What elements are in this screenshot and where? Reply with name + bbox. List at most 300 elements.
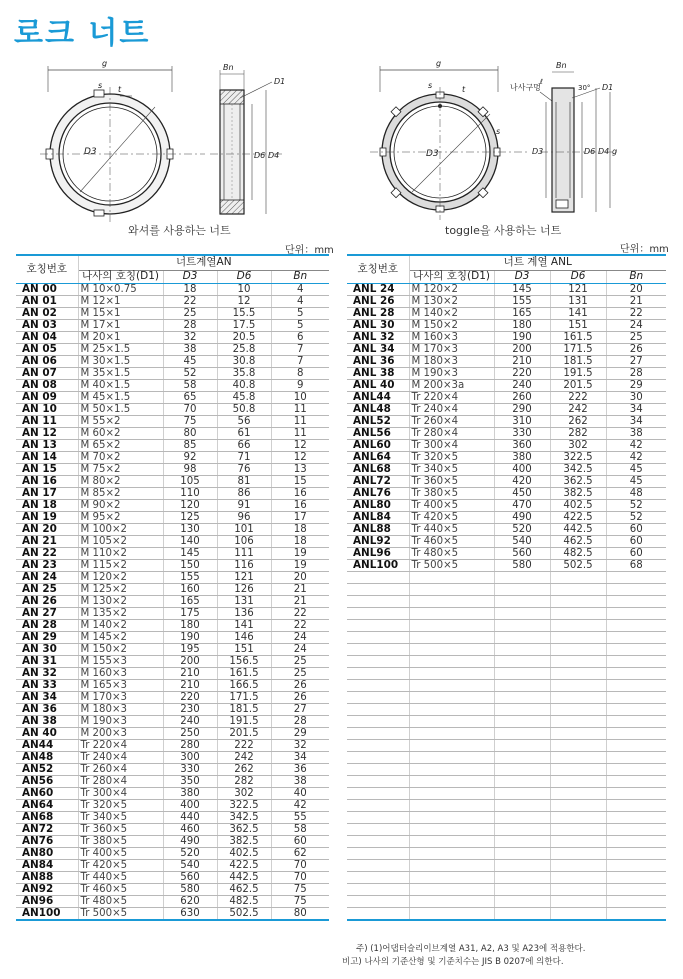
cell-code: AN 16 <box>16 475 78 487</box>
table-row <box>16 331 329 343</box>
label-d3: D3 <box>84 147 97 157</box>
table-row <box>16 451 329 463</box>
cell-d6: 442.5 <box>550 523 606 535</box>
cell-code: ANL 40 <box>347 379 409 391</box>
table-row <box>16 355 329 367</box>
cell-d6: 121 <box>550 283 606 295</box>
table-row <box>16 379 329 391</box>
cell-d3: 120 <box>163 499 217 511</box>
cell-code: AN 10 <box>16 403 78 415</box>
cell-d6: 111 <box>217 547 271 559</box>
cell-thread: M 120×2 <box>409 283 494 295</box>
cell-bn: 52 <box>606 499 666 511</box>
cell-d3: 360 <box>494 439 550 451</box>
cell-d3: 260 <box>494 391 550 403</box>
cell-d3: 160 <box>163 583 217 595</box>
cell-thread: M 60×2 <box>78 427 163 439</box>
cell-thread: Tr 460×5 <box>78 883 163 895</box>
cell-d3: 230 <box>163 703 217 715</box>
note-2: 비고) 나사의 기준산형 및 기준치수는 JIS B 0207에 의한다. <box>342 957 564 967</box>
cell-d6: 86 <box>217 487 271 499</box>
cell-bn: 16 <box>271 499 329 511</box>
cell-bn: 8 <box>271 367 329 379</box>
cell-bn: 19 <box>271 547 329 559</box>
table-row <box>347 367 666 379</box>
table-row <box>347 475 666 487</box>
cell-thread: M 115×2 <box>78 559 163 571</box>
cell-d3: 200 <box>163 655 217 667</box>
cell-d6: 10 <box>217 283 271 295</box>
cell-code: AN 19 <box>16 511 78 523</box>
cell-d3: 38 <box>163 343 217 355</box>
empty-row <box>347 571 666 583</box>
cell-code: AN 21 <box>16 535 78 547</box>
cell-thread: M 135×2 <box>78 607 163 619</box>
cell-bn: 21 <box>606 295 666 307</box>
table-row <box>347 523 666 535</box>
cell-code: AN 32 <box>16 667 78 679</box>
cell-thread: M 170×3 <box>78 691 163 703</box>
cell-thread: Tr 400×5 <box>78 847 163 859</box>
cell-d6: 76 <box>217 463 271 475</box>
table-row <box>347 391 666 403</box>
cell-code: AN80 <box>16 847 78 859</box>
note-1: 주) (1)어댑터슬리이브계열 A31, A2, A3 및 A23에 적용한다. <box>356 944 586 954</box>
cell-bn: 13 <box>271 463 329 475</box>
cell-thread: Tr 460×5 <box>409 535 494 547</box>
cell-bn: 52 <box>606 511 666 523</box>
cell-d6: 302 <box>550 439 606 451</box>
cell-d6: 71 <box>217 451 271 463</box>
cell-bn: 30 <box>606 391 666 403</box>
cell-bn: 7 <box>271 355 329 367</box>
cell-d6: 136 <box>217 607 271 619</box>
cell-d3: 165 <box>494 307 550 319</box>
cell-d3: 400 <box>163 799 217 811</box>
table-row <box>16 739 329 751</box>
cell-bn: 38 <box>271 775 329 787</box>
cell-d6: 141 <box>217 619 271 631</box>
cell-thread: M 150×2 <box>409 319 494 331</box>
table-row <box>16 439 329 451</box>
table-row <box>16 907 329 920</box>
cell-d6: 151 <box>217 643 271 655</box>
cell-bn: 5 <box>271 307 329 319</box>
label-s: s <box>98 81 103 90</box>
cell-bn: 32 <box>271 739 329 751</box>
cell-thread: M 150×2 <box>78 643 163 655</box>
table-row <box>16 415 329 427</box>
cell-thread: Tr 320×5 <box>409 451 494 463</box>
empty-row <box>347 811 666 823</box>
col-code: 호칭번호 <box>16 255 78 283</box>
cell-code: AN 13 <box>16 439 78 451</box>
cell-d3: 420 <box>494 475 550 487</box>
cell-code: AN48 <box>16 751 78 763</box>
cell-code: AN 18 <box>16 499 78 511</box>
label-t: t <box>118 85 122 94</box>
cell-d6: 191.5 <box>217 715 271 727</box>
cell-code: ANL100 <box>347 559 409 571</box>
cell-thread: Tr 420×5 <box>409 511 494 523</box>
cell-d3: 210 <box>163 679 217 691</box>
cell-thread: M 50×1.5 <box>78 403 163 415</box>
cell-d6: 422.5 <box>550 511 606 523</box>
cell-code: ANL44 <box>347 391 409 403</box>
cell-code: ANL 26 <box>347 295 409 307</box>
label-l: ℓ <box>540 78 543 86</box>
cell-d3: 380 <box>163 787 217 799</box>
cell-d6: 81 <box>217 475 271 487</box>
cell-d6: 15.5 <box>217 307 271 319</box>
cell-code: AN84 <box>16 859 78 871</box>
col-d6: D6 <box>217 270 271 283</box>
col-d6: D6 <box>550 270 606 283</box>
cell-thread: M 190×3 <box>78 715 163 727</box>
cell-bn: 24 <box>271 631 329 643</box>
table-row <box>347 331 666 343</box>
page-title: 로크 너트 <box>14 16 151 51</box>
cell-bn: 25 <box>271 655 329 667</box>
cell-d6: 45.8 <box>217 391 271 403</box>
cell-bn: 21 <box>271 583 329 595</box>
cell-thread: M 15×1 <box>78 307 163 319</box>
table-row <box>16 799 329 811</box>
cell-thread: M 80×2 <box>78 475 163 487</box>
cell-thread: Tr 240×4 <box>78 751 163 763</box>
cell-bn: 22 <box>271 619 329 631</box>
cell-code: AN 22 <box>16 547 78 559</box>
cell-thread: M 35×1.5 <box>78 367 163 379</box>
cell-thread: M 40×1.5 <box>78 379 163 391</box>
cell-d6: 156.5 <box>217 655 271 667</box>
cell-code: AN 12 <box>16 427 78 439</box>
cell-d3: 400 <box>494 463 550 475</box>
cell-thread: M 10×0.75 <box>78 283 163 295</box>
cell-code: ANL 28 <box>347 307 409 319</box>
cell-d3: 145 <box>494 283 550 295</box>
cell-bn: 25 <box>606 331 666 343</box>
cell-d6: 442.5 <box>217 871 271 883</box>
cell-bn: 34 <box>606 403 666 415</box>
cell-d3: 220 <box>494 367 550 379</box>
cell-code: AN 20 <box>16 523 78 535</box>
cell-thread: Tr 300×4 <box>78 787 163 799</box>
cell-bn: 70 <box>271 871 329 883</box>
cell-d6: 131 <box>550 295 606 307</box>
table-row <box>347 343 666 355</box>
cell-thread: M 165×3 <box>78 679 163 691</box>
table-row <box>16 403 329 415</box>
cell-d6: 362.5 <box>217 823 271 835</box>
cell-d3: 220 <box>163 691 217 703</box>
cell-d3: 210 <box>163 667 217 679</box>
cell-thread: M 120×2 <box>78 571 163 583</box>
cell-code: AN 31 <box>16 655 78 667</box>
cell-thread: Tr 420×5 <box>78 859 163 871</box>
cell-code: ANL56 <box>347 427 409 439</box>
table-row <box>347 403 666 415</box>
table-row <box>347 283 666 295</box>
cell-d6: 12 <box>217 295 271 307</box>
cell-thread: Tr 240×4 <box>409 403 494 415</box>
lock-nut-toggle-diagram <box>350 52 670 222</box>
cell-thread: M 20×1 <box>78 331 163 343</box>
cell-code: AN 08 <box>16 379 78 391</box>
table-row <box>16 811 329 823</box>
table-row <box>16 883 329 895</box>
empty-row <box>347 679 666 691</box>
table-row <box>16 631 329 643</box>
cell-d6: 342.5 <box>217 811 271 823</box>
table-row <box>16 595 329 607</box>
empty-row <box>347 619 666 631</box>
table-row <box>347 499 666 511</box>
cell-thread: M 90×2 <box>78 499 163 511</box>
table-row <box>16 535 329 547</box>
cell-d3: 98 <box>163 463 217 475</box>
cell-bn: 18 <box>271 523 329 535</box>
cell-bn: 15 <box>271 475 329 487</box>
cell-thread: Tr 220×4 <box>78 739 163 751</box>
table-row <box>347 415 666 427</box>
cell-bn: 27 <box>606 355 666 367</box>
cell-thread: M 180×3 <box>78 703 163 715</box>
cell-bn: 27 <box>271 703 329 715</box>
cell-d6: 201.5 <box>217 727 271 739</box>
cell-code: AN60 <box>16 787 78 799</box>
cell-d6: 56 <box>217 415 271 427</box>
cell-bn: 60 <box>606 523 666 535</box>
cell-thread: Tr 360×5 <box>78 823 163 835</box>
cell-code: ANL 38 <box>347 367 409 379</box>
table-row <box>16 391 329 403</box>
cell-code: ANL 24 <box>347 283 409 295</box>
empty-row <box>347 715 666 727</box>
cell-bn: 58 <box>271 823 329 835</box>
cell-bn: 19 <box>271 559 329 571</box>
cell-thread: M 145×2 <box>78 631 163 643</box>
cell-d3: 200 <box>494 343 550 355</box>
table-row <box>16 367 329 379</box>
cell-code: ANL80 <box>347 499 409 511</box>
table-row <box>16 499 329 511</box>
cell-d6: 502.5 <box>550 559 606 571</box>
table-row <box>16 547 329 559</box>
cell-d6: 121 <box>217 571 271 583</box>
cell-d3: 175 <box>163 607 217 619</box>
table-row <box>347 535 666 547</box>
cell-code: AN88 <box>16 871 78 883</box>
cell-d3: 52 <box>163 367 217 379</box>
cell-thread: M 70×2 <box>78 451 163 463</box>
cell-bn: 26 <box>271 691 329 703</box>
cell-bn: 5 <box>271 319 329 331</box>
cell-d3: 490 <box>494 511 550 523</box>
cell-thread: M 200×3a <box>409 379 494 391</box>
unit-right: 단위：mm <box>620 244 669 255</box>
label-g-side: g <box>612 147 618 156</box>
col-code: 호칭번호 <box>347 255 409 283</box>
cell-bn: 34 <box>606 415 666 427</box>
cell-d6: 61 <box>217 427 271 439</box>
cell-code: AN56 <box>16 775 78 787</box>
cell-d6: 462.5 <box>217 883 271 895</box>
cell-bn: 20 <box>271 571 329 583</box>
cell-d3: 110 <box>163 487 217 499</box>
cell-thread: M 85×2 <box>78 487 163 499</box>
cell-bn: 70 <box>271 859 329 871</box>
cell-d3: 190 <box>494 331 550 343</box>
cell-bn: 4 <box>271 295 329 307</box>
cell-bn: 11 <box>271 427 329 439</box>
cell-bn: 60 <box>606 535 666 547</box>
label-d3-side: D3 <box>532 147 544 156</box>
cell-code: AN 05 <box>16 343 78 355</box>
cell-d3: 620 <box>163 895 217 907</box>
cell-code: AN 23 <box>16 559 78 571</box>
cell-code: AN 07 <box>16 367 78 379</box>
cell-d6: 262 <box>550 415 606 427</box>
cell-d6: 302 <box>217 787 271 799</box>
table-row <box>16 487 329 499</box>
cell-bn: 42 <box>606 439 666 451</box>
cell-code: AN 36 <box>16 703 78 715</box>
cell-d3: 240 <box>494 379 550 391</box>
cell-d3: 560 <box>163 871 217 883</box>
label-s2: s <box>496 127 501 136</box>
cell-bn: 4 <box>271 283 329 295</box>
cell-d3: 58 <box>163 379 217 391</box>
empty-row <box>347 763 666 775</box>
cell-code: AN44 <box>16 739 78 751</box>
table-row <box>347 355 666 367</box>
cell-d6: 322.5 <box>217 799 271 811</box>
cell-d6: 402.5 <box>217 847 271 859</box>
cell-code: AN 30 <box>16 643 78 655</box>
table-row <box>347 295 666 307</box>
cell-bn: 60 <box>606 547 666 559</box>
empty-row <box>347 727 666 739</box>
cell-thread: Tr 360×5 <box>409 475 494 487</box>
cell-thread: Tr 500×5 <box>78 907 163 920</box>
cell-code: AN100 <box>16 907 78 920</box>
table-row <box>16 763 329 775</box>
table-row <box>16 343 329 355</box>
table-row <box>16 559 329 571</box>
cell-code: AN 02 <box>16 307 78 319</box>
cell-d6: 482.5 <box>550 547 606 559</box>
cell-thread: Tr 440×5 <box>409 523 494 535</box>
table-row <box>347 487 666 499</box>
table-row <box>347 463 666 475</box>
cell-bn: 75 <box>271 895 329 907</box>
cell-d6: 171.5 <box>550 343 606 355</box>
cell-bn: 28 <box>606 367 666 379</box>
cell-d6: 35.8 <box>217 367 271 379</box>
cell-d6: 181.5 <box>217 703 271 715</box>
cell-code: AN72 <box>16 823 78 835</box>
cell-d3: 92 <box>163 451 217 463</box>
table-row <box>16 859 329 871</box>
table-row <box>16 679 329 691</box>
cell-code: AN 40 <box>16 727 78 739</box>
cell-code: AN68 <box>16 811 78 823</box>
table-row <box>16 583 329 595</box>
cell-d3: 18 <box>163 283 217 295</box>
cell-d3: 630 <box>163 907 217 920</box>
empty-row <box>347 799 666 811</box>
cell-d6: 342.5 <box>550 463 606 475</box>
cell-d3: 280 <box>163 739 217 751</box>
cell-d6: 201.5 <box>550 379 606 391</box>
cell-bn: 24 <box>271 643 329 655</box>
cell-bn: 45 <box>606 463 666 475</box>
cell-bn: 18 <box>271 535 329 547</box>
cell-thread: M 30×1.5 <box>78 355 163 367</box>
col-group: 너트 계열 ANL <box>409 255 666 270</box>
cell-bn: 75 <box>271 883 329 895</box>
notes <box>342 943 585 969</box>
cell-d3: 155 <box>494 295 550 307</box>
cell-bn: 11 <box>271 415 329 427</box>
table-row <box>16 895 329 907</box>
cell-d6: 146 <box>217 631 271 643</box>
table-row <box>16 571 329 583</box>
col-d3: D3 <box>163 270 217 283</box>
cell-bn: 6 <box>271 331 329 343</box>
cell-thread: M 170×3 <box>409 343 494 355</box>
cell-bn: 68 <box>606 559 666 571</box>
cell-code: ANL96 <box>347 547 409 559</box>
cell-code: ANL64 <box>347 451 409 463</box>
cell-d3: 300 <box>163 751 217 763</box>
label-d3: D3 <box>426 149 439 159</box>
cell-thread: Tr 500×5 <box>409 559 494 571</box>
cell-bn: 12 <box>271 451 329 463</box>
cell-d3: 540 <box>494 535 550 547</box>
cell-d3: 180 <box>163 619 217 631</box>
cell-code: AN 34 <box>16 691 78 703</box>
cell-code: ANL48 <box>347 403 409 415</box>
label-hole: 나사구멍 <box>510 83 541 92</box>
caption-right: toggle을 사용하는 너트 <box>445 224 562 237</box>
cell-thread: M 17×1 <box>78 319 163 331</box>
col-d3: D3 <box>494 270 550 283</box>
cell-d6: 20.5 <box>217 331 271 343</box>
cell-bn: 26 <box>271 679 329 691</box>
cell-code: AN76 <box>16 835 78 847</box>
cell-d3: 80 <box>163 427 217 439</box>
cell-bn: 10 <box>271 391 329 403</box>
cell-bn: 21 <box>271 595 329 607</box>
empty-row <box>347 583 666 595</box>
cell-code: ANL76 <box>347 487 409 499</box>
cell-thread: Tr 480×5 <box>78 895 163 907</box>
an-series-table <box>16 254 329 921</box>
table-row <box>16 847 329 859</box>
cell-bn: 80 <box>271 907 329 920</box>
label-g: g <box>102 59 108 68</box>
cell-code: AN 11 <box>16 415 78 427</box>
cell-bn: 16 <box>271 487 329 499</box>
lock-nut-washer-diagram <box>20 52 330 222</box>
table-row <box>16 787 329 799</box>
empty-row <box>347 643 666 655</box>
cell-d6: 166.5 <box>217 679 271 691</box>
empty-row <box>347 835 666 847</box>
cell-d6: 101 <box>217 523 271 535</box>
